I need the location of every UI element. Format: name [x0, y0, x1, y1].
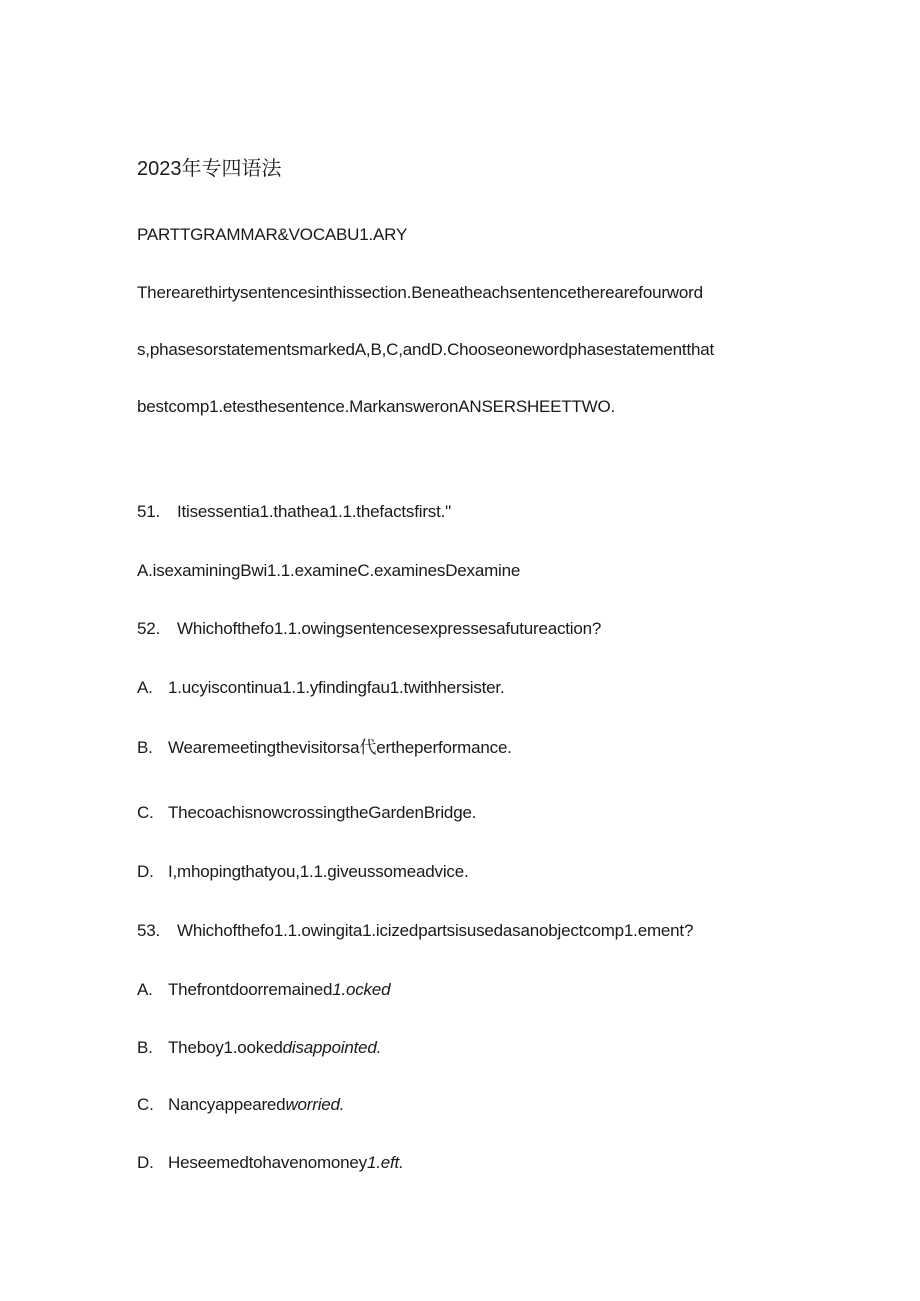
- question-53-option-b: [137, 1037, 381, 1059]
- question-52: [137, 618, 601, 640]
- question-52-option-a: [137, 677, 504, 699]
- question-53-option-c: [137, 1094, 344, 1116]
- question-53-option-a: [137, 979, 390, 1001]
- option-letter: A.: [137, 980, 153, 999]
- option-letter: D.: [137, 1153, 154, 1172]
- option-text: ThecoachisnowcrossingtheGardenBridge.: [168, 803, 477, 822]
- option-italic-part: 1.eft.: [367, 1153, 404, 1172]
- question-stem: Whichofthefo1.1.owingsentencesexpressesafutureaction?: [177, 619, 602, 638]
- question-52-option-d: [137, 861, 468, 883]
- instruction-line-2: s,phasesorstatementsmarkedA,B,C,andD.Chooseonewordphasestatementthat: [137, 340, 715, 359]
- option-letter: B.: [137, 1038, 153, 1057]
- instruction-line-1: Therearethirtysentencesinthissection.Beneatheachsentencetherearefourword: [137, 283, 703, 302]
- option-text: Theboy1.ooked: [168, 1038, 283, 1057]
- question-stem: Whichofthefo1.1.owingita1.icizedpartsisusedasanobjectcomp1.ement?: [177, 921, 694, 940]
- option-text: Heseemedtohavenomoney: [168, 1153, 367, 1172]
- option-letter: D.: [137, 862, 154, 881]
- question-51: [137, 501, 451, 523]
- option-italic-part: disappointed.: [282, 1038, 382, 1057]
- instruction-line-3: bestcomp1.etesthesentence.MarkansweronANSERSHEETTWO.: [137, 397, 616, 416]
- option-italic-part: worried.: [285, 1095, 345, 1114]
- section-heading: PARTTGRAMMAR&VOCABU1.ARY: [137, 225, 408, 244]
- option-text: Nancyappeared: [168, 1095, 286, 1114]
- question-51-options: A.isexaminingBwi1.1.examineC.examinesDexamine: [137, 561, 521, 580]
- option-text: Thefrontdoorremained: [168, 980, 333, 999]
- question-number: 51.: [137, 502, 161, 521]
- option-letter: C.: [137, 803, 154, 822]
- option-italic-part: 1.ocked: [332, 980, 391, 999]
- option-letter: B.: [137, 738, 153, 757]
- option-letter: C.: [137, 1095, 154, 1114]
- question-53-option-d: [137, 1152, 404, 1174]
- question-number: 52.: [137, 619, 161, 638]
- question-53: [137, 920, 693, 942]
- option-text: Wearemeetingthevisitorsa代ertheperformance.: [168, 738, 512, 757]
- document-title: 2023年专四语法: [137, 158, 282, 180]
- question-52-option-b: [137, 737, 512, 759]
- question-number: 53.: [137, 921, 161, 940]
- option-text: 1.ucyiscontinua1.1.yfindingfau1.twithhersister.: [168, 678, 505, 697]
- question-stem: Itisessentia1.thathea1.1.thefactsfirst.": [177, 502, 451, 521]
- question-52-option-c: [137, 802, 476, 824]
- option-text: I,mhopingthatyou,1.1.giveussomeadvice.: [168, 862, 469, 881]
- option-letter: A.: [137, 678, 153, 697]
